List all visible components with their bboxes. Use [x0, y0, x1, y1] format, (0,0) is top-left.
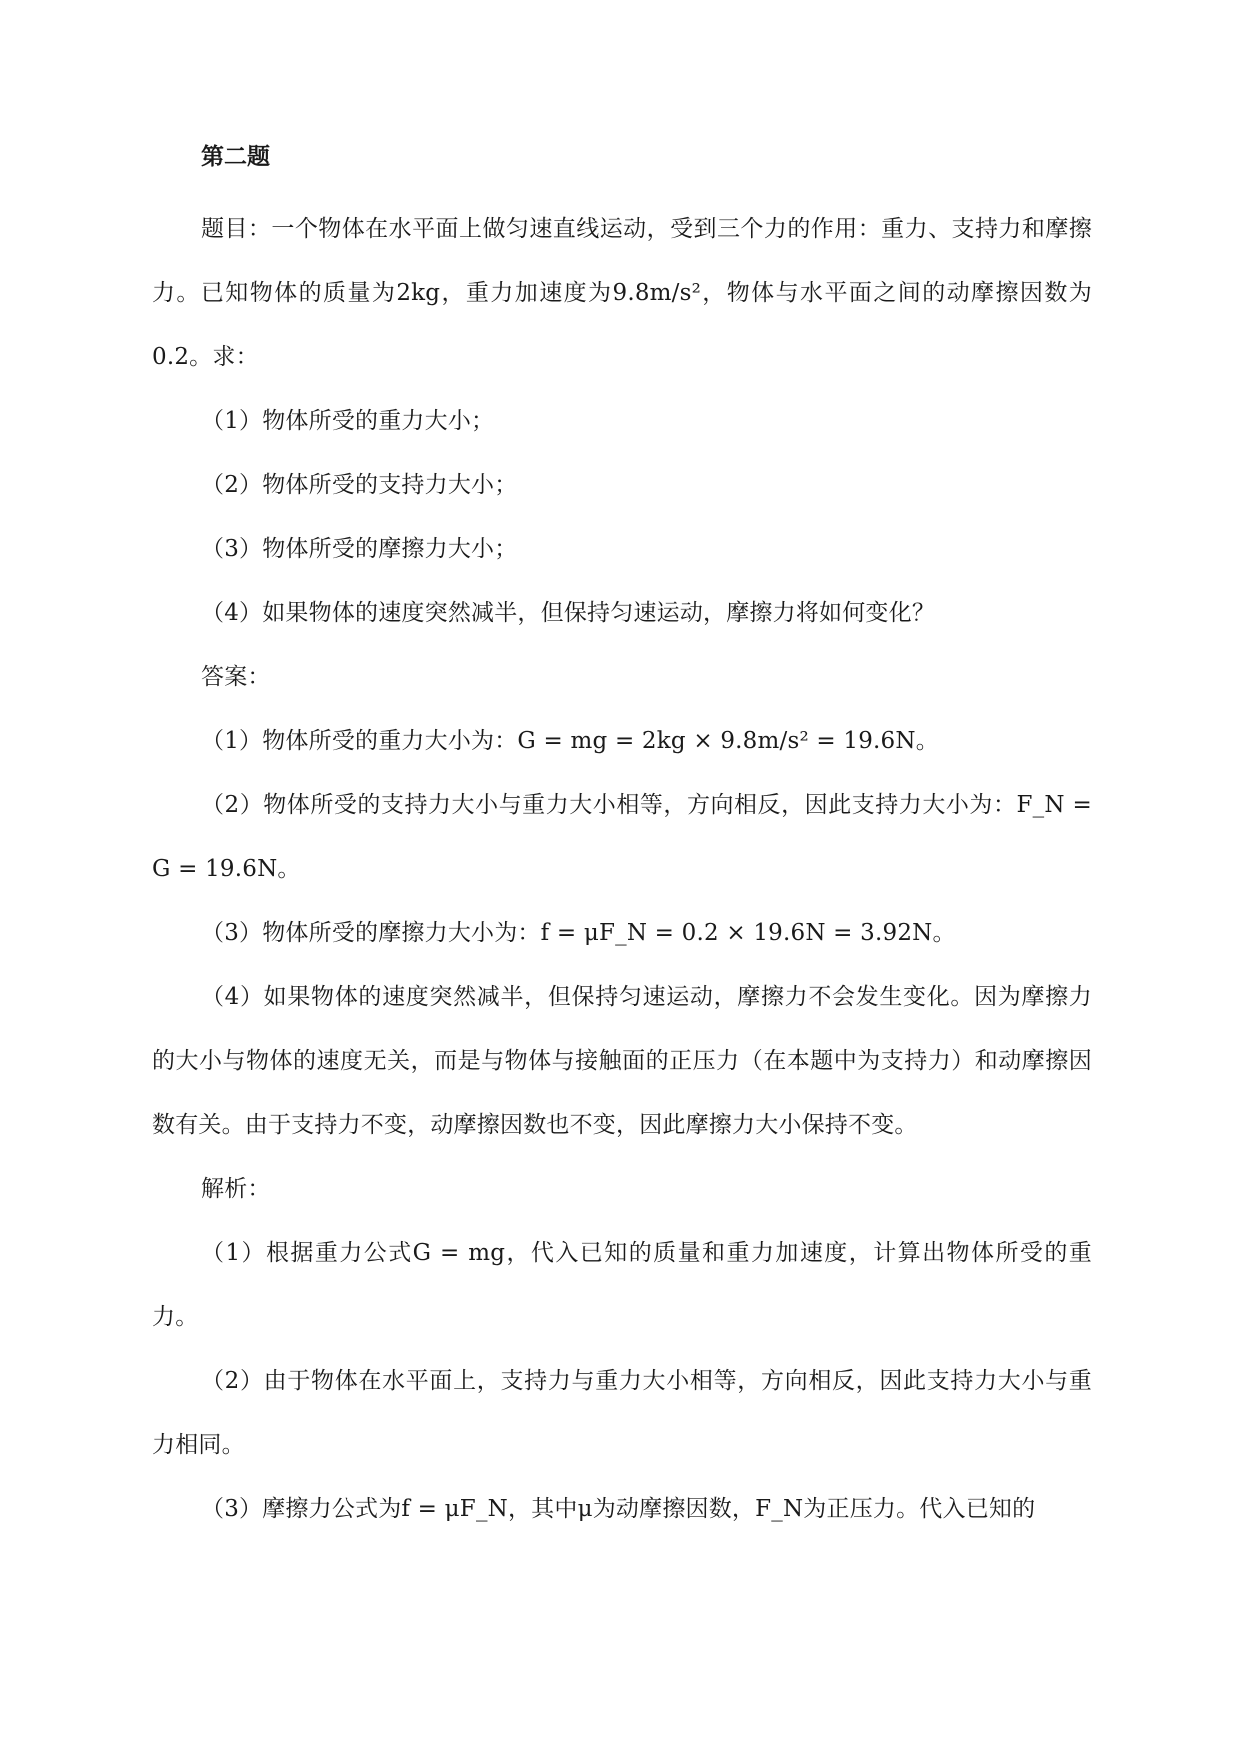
question-item-2: （2）物体所受的支持力大小；	[201, 472, 518, 498]
question-item-3: （3）物体所受的摩擦力大小；	[201, 536, 518, 562]
document-page	[152, 140, 1092, 1541]
question-item-1: （1）物体所受的重力大小；	[201, 408, 495, 434]
question-item-4: （4）如果物体的速度突然减半，但保持匀速运动，摩擦力将如何变化？	[201, 600, 936, 626]
analysis-heading: 解析：	[201, 1176, 271, 1202]
answer-item-1: （1）物体所受的重力大小为：G = mg = 2kg × 9.8m/s² = 19.6N。	[201, 728, 939, 754]
question-statement: 题目：一个物体在水平面上做匀速直线运动，受到三个力的作用：重力、支持力和摩擦力。已知物体的质量为2kg，重力加速度为9.8m/s²，物体与水平面之间的动摩擦因数为0.2。求：	[152, 216, 1092, 370]
answer-item-4: （4）如果物体的速度突然减半，但保持匀速运动，摩擦力不会发生变化。因为摩擦力的大小与物体的速度无关，而是与物体与接触面的正压力（在本题中为支持力）和动摩擦因数有关。由于支持力不变，动摩擦因数也不变，因此摩擦力大小保持不变。	[152, 984, 1092, 1138]
answer-heading: 答案：	[201, 664, 271, 690]
analysis-item-2: （2）由于物体在水平面上，支持力与重力大小相等，方向相反，因此支持力大小与重力相同。	[152, 1368, 1092, 1458]
answer-item-2: （2）物体所受的支持力大小与重力大小相等，方向相反，因此支持力大小为：F_N = G = 19.6N。	[152, 792, 1092, 882]
answer-item-3: （3）物体所受的摩擦力大小为：f = μF_N = 0.2 × 19.6N = 3.92N。	[201, 920, 956, 946]
analysis-item-3: （3）摩擦力公式为f = μF_N，其中μ为动摩擦因数，F_N为正压力。代入已知的	[201, 1496, 1036, 1522]
analysis-item-1: （1）根据重力公式G = mg，代入已知的质量和重力加速度，计算出物体所受的重力。	[152, 1240, 1092, 1330]
question-title: 第二题	[201, 144, 270, 170]
